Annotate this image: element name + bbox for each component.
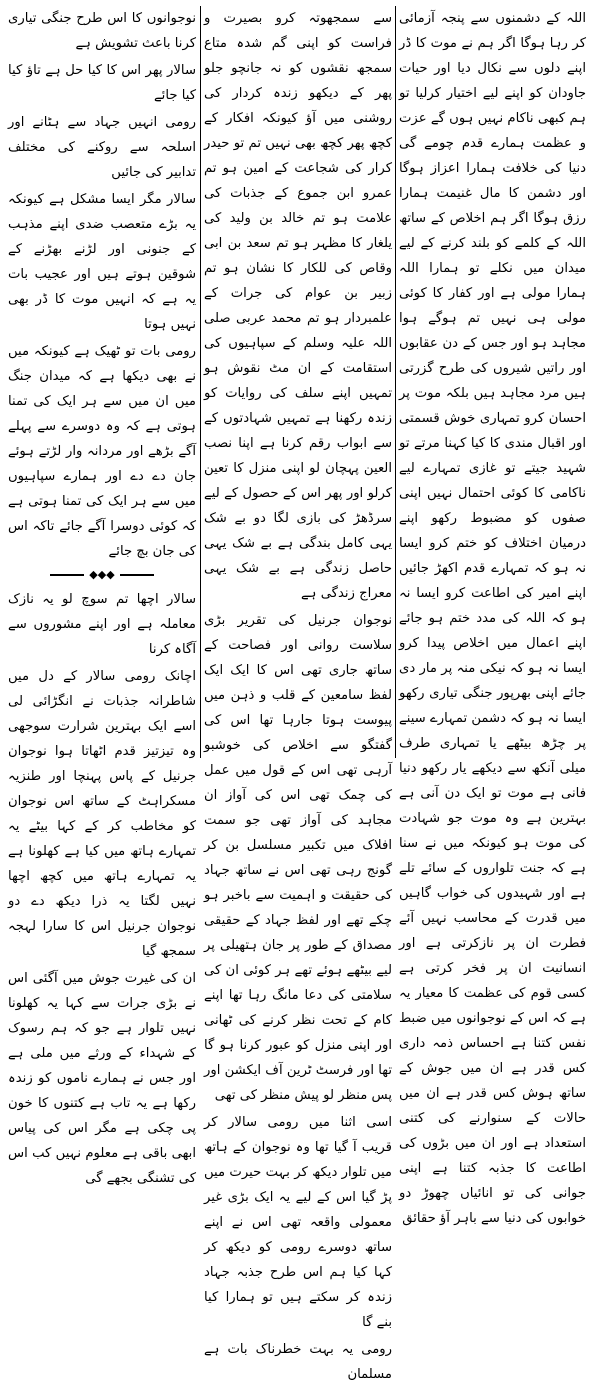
paragraph: اسی اثنا میں رومی سالار کر قریب آ گیا تھا وہ نوجوان کے ہاتھ میں تلوار دیکھ کر بہت حیرت میں پڑ گیا اس کے لیے یہ ایک بڑی غیر معمولی واقعہ تھی اس نے اپنے ساتھ دوسرے رومی کو دیکھ کر کہا کیا ہم اس طرح جذبہ جہاد زندہ کر سکتے ہیں تو ہمارا کیا بنے گا [204,1115,392,1330]
column-left [8,6,196,1186]
paragraph: سالار اچھا تم سوچ لو یہ نازک معاملہ ہے اور اپنے مشوروں سے آگاہ کرنا [8,592,196,657]
paragraph: اللہ کے دشمنوں سے پنجہ آزمائی کر رہا ہوگا اگر ہم نے موت کا ڈر اپنے دلوں سے نکال دیا اور حیات جاودان کو اپنے لیے اختیار کرلیا تو ہم کبھی ناکام نہیں ہوں گے عزت و عظمت ہمارے قدم چومے گی دنیا کی خلافت ہمارا اعزاز ہوگا اور دشمن کا مال غنیمت ہمارا رزق ہوگا اگر ہم اخلاص کے ساتھ اللہ کے کلمے کو بلند کرنے کے لیے میدان میں نکلے تو ہمارا اللہ ہمارا مولی ہے اور کفار کا کوئی مولی ہی نہیں تم ہوگے ہوا مجاہد ہو اور جس کے دن عقابوں اور راتیں شیروں کی طرح گزرتی ہیں مرد مجاہد ہیں بلکہ موت پر احسان کرو تمہاری خوش قسمتی اور اقبال مندی کا کیا کہنا مرتے تو شہید جیتے تو غازی تمہارے لیے ناکامی کا کوئی احتمال نہیں اپنی صفوں کو مضبوط رکھو اپنے درمیان اختلاف کو ختم کرو ایسا نہ ہو کہ تمہارے قدم اکھڑ جائیں اپنے امیر کی اطاعت کرو ایسا نہ ہو کہ اللہ کی مدد ختم ہو جائے اپنے اعمال میں اخلاص پیدا کرو ایسا نہ ہو کہ نیکی منہ پر مار دی جائے اپنی بھرپور جنگی تیاری رکھو ایسا نہ ہو کہ دشمن تمہارے سینے پر چڑھ بیٹھے یا تمہاری طرف میلی آنکھ سے دیکھے یار رکھو دنیا فانی ہے موت تو ایک دن آنی ہے بہترین ہے وہ موت جو شہادت کی موت ہو کیونکہ میں نے سنا ہے کہ جنت تلواروں کے سائے تلے ہے اور شہیدوں کی خواب گاہیں میں قدرت کے محاسب نہیں آئے فطرت ان پر نازکرتی ہے اور انسانیت ان پر فخر کرتی ہے کسی قوم کی عظمت کا معیار یہ ہے کہ اس کے نوجوانوں میں ضبط نفس کتنا ہے احساس ذمہ داری کس قدر ہے ان میں جوش کے ساتھ ہوش کس قدر ہے ان میں حالات کے سنوارنے کی کتنی استعداد ہے اور ان میں بڑوں کی اطاعت کا جذبہ کتنا ہے اپنی جوانی کی تو انائیاں چھوڑ دو خوابوں کی دنیا سے باہر آؤ حقائق [399,11,586,1226]
paragraph: سالار پھر اس کا کیا حل ہے تاؤ کیا کیا جائے [8,63,196,103]
column-middle [204,6,392,1382]
column-rule [395,6,396,758]
paragraph: سالار مگر ایسا مشکل ہے کیونکہ یہ بڑے متعصب ضدی اپنے مذہب کے جنونی اور لڑنے بھڑنے کے شوقین ہوتے ہیں اور عجیب بات یہ ہے کہ انہیں موت کا ڈر بھی نہیں ہوتا [8,192,196,332]
paragraph: ان کی غیرت جوش میں آگئی اس نے بڑی جرات سے کہا یہ کھلونا نہیں تلوار ہے جو کہ ہم رسوک کے شہداء کے ورثے میں ملی ہے اور جس نے ہمارے ناموں کو زندہ رکھا ہے یہ تاب ہے کتنوں کا خون پی چکی ہے مگر اس کی پیاس ابھی باقی ہے معلوم نہیں کب اس کی تشنگی بجھے گی [8,971,196,1186]
paragraph: سے سمجھوتہ کرو بصیرت و فراست کو اپنی گم شدہ متاع سمجھ نقشوں کو نہ جانچو جلو پھر کے دیکھو زندہ کردار کی روشنی میں آؤ کیونکہ افکار کے کچھ پھر کچھ بھی نہیں تم تو حیدر کرار کی شجاعت کے امین ہو تم عمرو ابن جموع کے جذبات کی علامت ہو تم خالد بن ولید کی یلغار کا مظہر ہو تم سعد بن ابی وقاص کی للکار کا نشان ہو تم زبیر بن عوام کی جرات کے علمبردار ہو تم محمد عربی صلی اللہ علیہ وسلم کے سپاہیوں کی استقامت کے ان مٹ نقوش ہو تمہیں اپنے سلف کی روایات کو زندہ رکھنا ہے تمہیں شہادتوں کے سے ابواب رقم کرنا ہے اپنا نصب العین پہچان لو اپنی منزل کا تعین کرلو اور پھر اس کے حصول کے لیے سرڈھڑ کی بازی لگا دو بے شک یہی کامل بندگی ہے بے شک یہی حاصل زندگی ہے بے شک یہی معراج زندگی ہے [204,11,392,601]
divider-rule [50,574,84,576]
column-right [399,6,586,1226]
paragraph: رومی یہ بہت خطرناک بات ہے مسلمان [204,1342,392,1382]
divider-rule [120,574,154,576]
column-rule [200,6,201,758]
paragraph: نوجوان جرنیل کی تقریر بڑی سلاست روانی اور فصاحت کے ساتھ جاری تھی اس کا ایک ایک لفظ سامعین کے قلب و ذہن میں پیوست ہوتا جارہا تھا اس کی گفتگو سے اخلاص کی خوشبو آرہی تھی اس کے قول میں عمل کی چمک تھی اس کی آواز ان مجاہد کی آواز تھی جو سمت افلاک میں تکبیر مسلسل بن کر گونج رہی تھی اس نے ساتھ جہاد کی حقیقت و اہمیت سے باخبر ہو چکے تھے اور لفظ جہاد کے حقیقی مصداق کے طور پر جان ہتھیلی پر لیے بیٹھے ہوئے تھے ہر کوئی ان کی سلامتی کی دعا مانگ رہا تھا اپنے کام کے تحت نظر کرنے کی ٹھانی اور اپنی منزل کو عبور کرنا ہو گا تھا اور فرسٹ ٹرین آف ایکشن اور پس منظر لو پیش منظر کی تھی [204,613,392,1103]
diamond-ornament-icon: ◆◆◆ [89,568,115,581]
paragraph: نوجوانوں کا اس طرح جنگی تیاری کرنا باعث تشویش ہے [8,11,196,51]
paragraph: اچانک رومی سالار کے دل میں شاطرانہ جذبات نے انگڑائی لی اسے ایک بہترین شرارت سوجھی وہ تیزتیز قدم اٹھاتا ہوا نوجوان جرنیل کے پاس پہنچا اور طنزیہ مسکراہٹ کے ساتھ اس نوجوان کو مخاطب کر کے کہا بیٹے یہ تمہارے ہاتھ میں کیا ہے کھلونا ہے یہ تمہارے ہاتھ میں کچھ اچھا نہیں لگتا یہ ذرا دیکھ دے دو نوجوان جرنیل اس کا سارا لہجہ سمجھ گیا [8,669,196,959]
paragraph: رومی انہیں جہاد سے ہٹانے اور اسلحہ سے روکنے کی مختلف تدابیر کی جائیں [8,115,196,180]
paragraph: رومی بات تو ٹھیک ہے کیونکہ میں نے بھی دیکھا ہے کہ میدان جنگ میں ان میں سے ہر ایک کی تمنا ہوتی ہے کہ وہ دوسرے سے پہلے آگے بڑھے اور مردانہ وار لڑتے ہوئے جان دے دے اور ہمارے سپاہیوں میں سے ہر ایک کی تمنا ہوتی ہے کہ کوئی دوسرا آگے جائے تاکہ اس کی جان بچ جائے [8,344,196,559]
section-divider [8,569,196,581]
